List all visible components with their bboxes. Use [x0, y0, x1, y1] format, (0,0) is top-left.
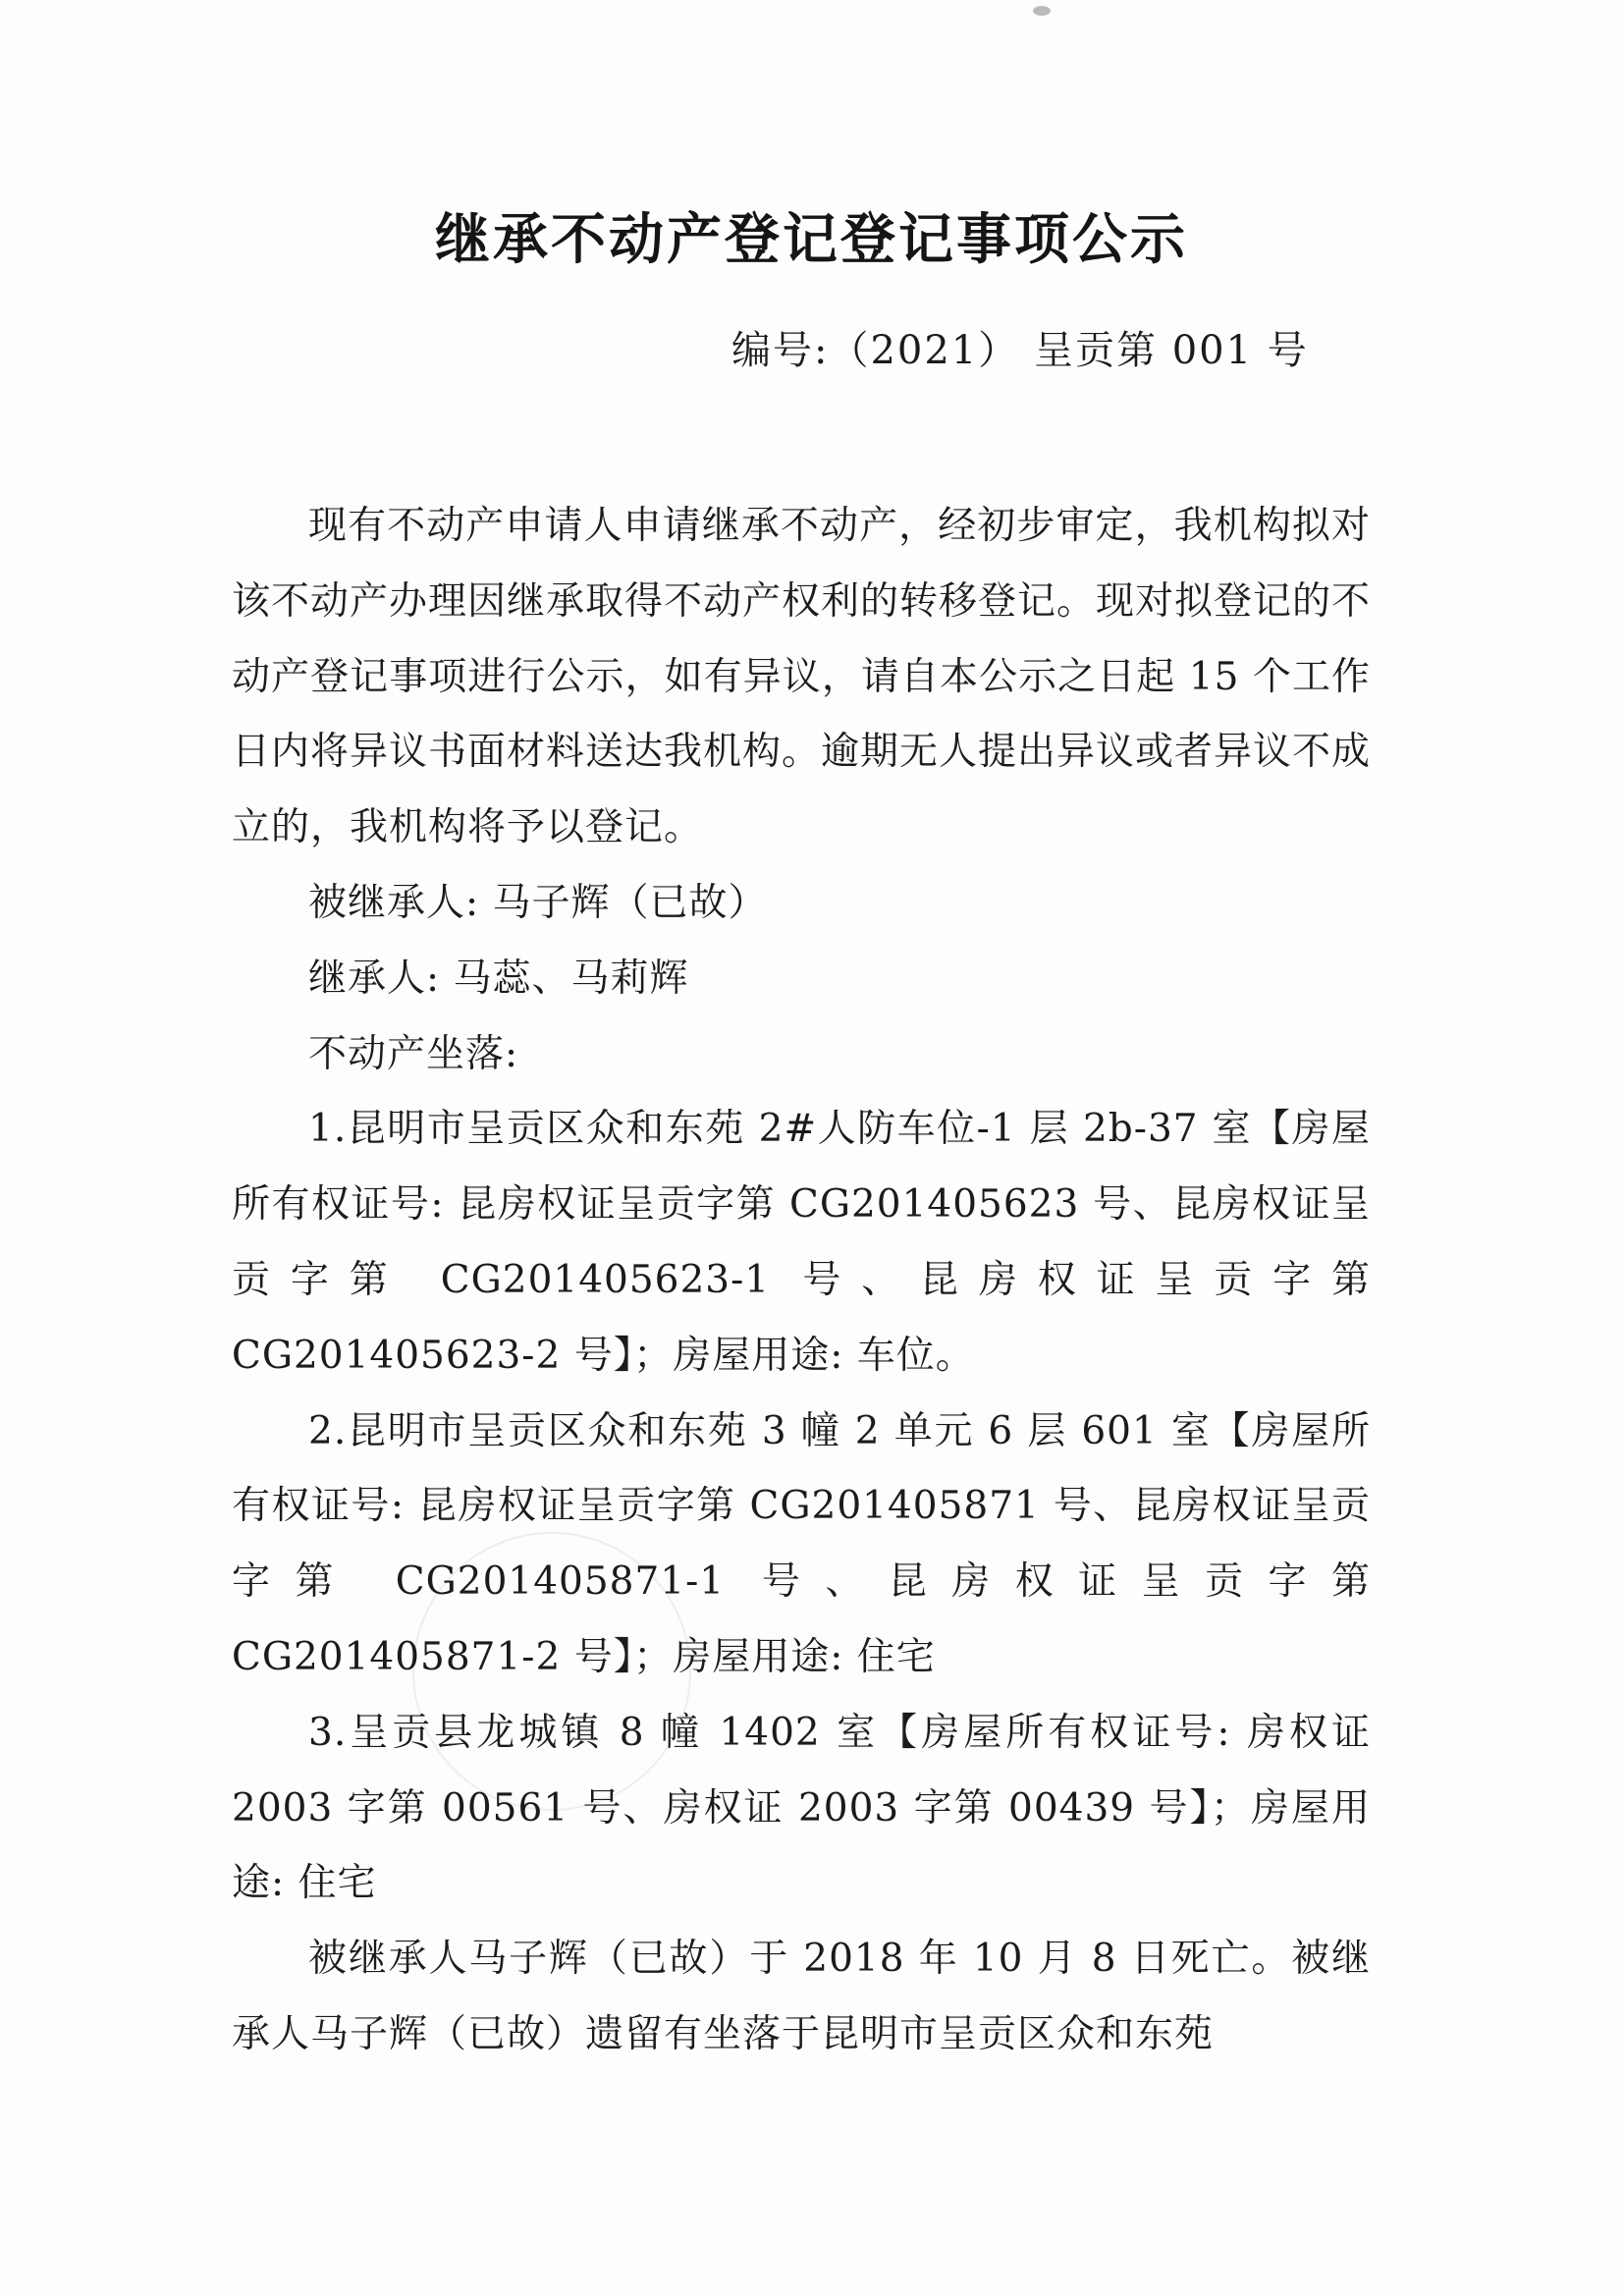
scan-speck [1033, 6, 1051, 16]
document-body [232, 489, 1371, 2073]
document-number: 编号:（2021） 呈贡第 001 号 [731, 328, 1309, 373]
document-title: 继承不动产登记登记事项公示 [435, 208, 1188, 272]
property-item-3: 3.呈贡县龙城镇 8 幢 1402 室【房屋所有权证号: 房权证 2003 字第 00561 号、房权证 2003 字第 00439 号】；房屋用途: 住宅 [232, 1710, 1371, 1906]
decedent-statement-paragraph: 被继承人马子辉（已故）于 2018 年 10 月 8 日死亡。被继承人马子辉（已故）遗留有坐落于昆明市呈贡区众和东苑 [232, 1937, 1371, 2056]
heirs-line: 继承人: 马蕊、马莉辉 [308, 956, 689, 1001]
property-item-1: 1.昆明市呈贡区众和东苑 2#人防车位-1 层 2b-37 室【房屋所有权证号: 昆房权证呈贡字第 CG201405623 号、昆房权证呈贡字第 CG201405623-1 号、昆房权证呈贡字第 CG201405623-2 号】；房屋用途: 车位。 [232, 1107, 1371, 1378]
notice-paragraph: 现有不动产申请人申请继承不动产，经初步审定，我机构拟对该不动产办理因继承取得不动产权利的转移登记。现对拟登记的不动产登记事项进行公示，如有异议，请自本公示之日起 15 个工作日内将异议书面材料送达我机构。逾期无人提出异议或者异议不成立的，我机构将予以登记。 [232, 504, 1372, 850]
decedent-line: 被继承人: 马子辉（已故） [308, 880, 768, 925]
property-item-2: 2.昆明市呈贡区众和东苑 3 幢 2 单元 6 层 601 室【房屋所有权证号: 昆房权证呈贡字第 CG201405871 号、昆房权证呈贡字第 CG201405871-1 号、昆房权证呈贡字第 CG201405871-2 号】；房屋用途: 住宅 [232, 1408, 1371, 1679]
property-location-heading: 不动产坐落: [308, 1031, 519, 1076]
